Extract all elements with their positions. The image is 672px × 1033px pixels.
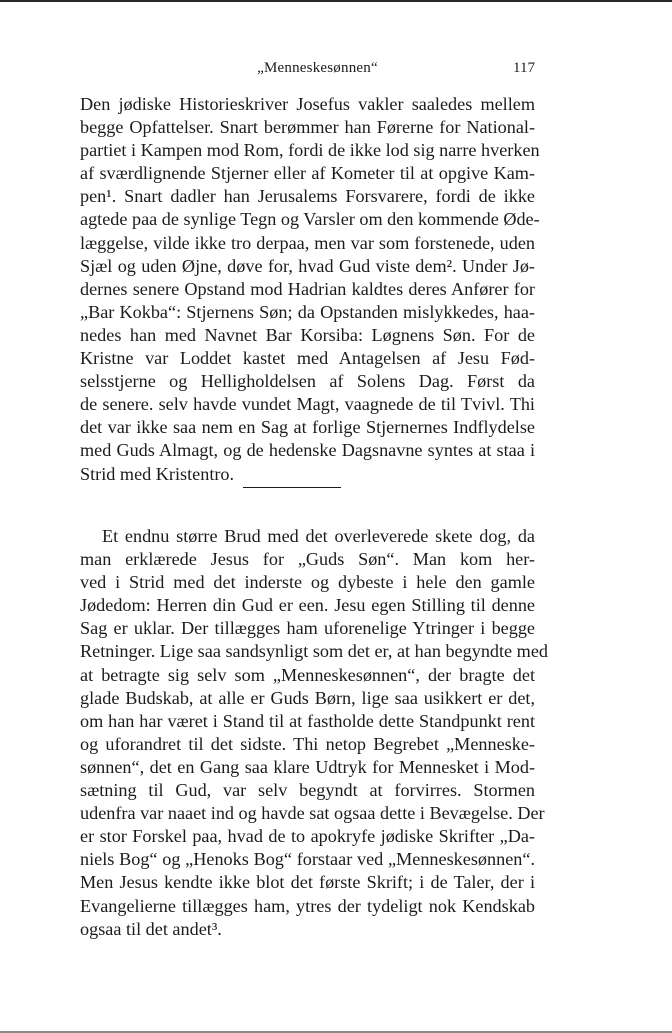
- text-line: Strid med Kristentro.: [80, 463, 235, 484]
- text-line: om han har været i Stand til at fastholde dette Standpunkt rent: [80, 710, 535, 731]
- text-line: „Bar Kokba“: Stjernens Søn; da Opstanden mislykkedes, haa-: [80, 301, 535, 322]
- running-title: „Menneskesønnen“: [257, 60, 378, 76]
- text-line: niels Bog“ og „Henoks Bog“ forstaar ved „Menneskesønnen“.: [80, 849, 535, 870]
- text-line: partiet i Kampen mod Rom, fordi de ikke lod sig narre hverken: [80, 140, 540, 161]
- text-line: man erklærede Jesus for „Guds Søn“. Man kom her-: [80, 549, 535, 570]
- text-line: nedes han med Navnet Bar Korsiba: Løgnens Søn. For de: [80, 324, 535, 345]
- text-line: selsstjerne og Helligholdelsen af Solens Dag. Først da: [80, 371, 535, 392]
- text-line: dernes senere Opstand mod Hadrian kaldtes deres Anfører for: [80, 278, 535, 299]
- text-line: sønnen“, det en Gang saa klare Udtryk for Mennesket i Mod-: [80, 756, 535, 777]
- paragraph-1: [80, 93, 540, 486]
- text-line: de senere. selv havde vundet Magt, vaagnede de til Tvivl. Thi: [80, 394, 535, 415]
- text-line: Jødedom: Herren din Gud er een. Jesu egen Stilling til denne: [80, 595, 535, 616]
- text-line: at betragte sig selv som „Menneskesønnen“, der bragte det: [80, 664, 535, 685]
- text-line: glade Budskab, at alle er Guds Børn, lige saa usikkert er det,: [80, 687, 535, 708]
- text-line: Evangelierne tillægges ham, ytres der tydeligt nok Kendskab: [80, 895, 535, 916]
- text-line: er stor Forskel paa, hvad de to apokryfe jødiske Skrifter „Da-: [80, 826, 535, 847]
- text-line: Men Jesus kendte ikke blot det første Skrift; i de Taler, der i: [80, 872, 535, 893]
- text-line: agtede paa de synlige Tegn og Varsler om den kommende Øde-: [80, 209, 540, 230]
- text-line: ved i Strid med det inderste og dybeste i hele den gamle: [80, 572, 535, 593]
- text-line: ogsaa til det andet³.: [80, 918, 222, 939]
- text-line: udenfra var naaet ind og havde sat ogsaa dette i Bevægelse. Der: [80, 803, 545, 824]
- text-line: Retninger. Lige saa sandsynligt som det er, at han begyndte med: [80, 641, 548, 662]
- text-line: Sag er uklar. Der tillægges ham uforenelige Ytringer i begge: [80, 618, 535, 639]
- text-line: det var ikke saa nem en Sag at forlige Stjernernes Indflydelse: [80, 417, 535, 438]
- text-line: Den jødiske Historieskriver Josefus vakler saaledes mellem: [80, 94, 535, 114]
- running-header: [100, 60, 535, 82]
- page-number: 117: [513, 60, 535, 76]
- text-line: Et endnu større Brud med det overleverede skete dog, da: [102, 526, 535, 546]
- text-line: pen¹. Snart dadler han Jerusalems Forsvarere, fordi de ikke: [80, 186, 535, 207]
- paragraph-2: [80, 525, 548, 941]
- section-divider: [243, 487, 341, 488]
- text-line: læggelse, vilde ikke tro derpaa, men var som forstenede, uden: [80, 232, 535, 253]
- text-line: Sjæl og uden Øjne, døve for, hvad Gud viste dem². Under Jø-: [80, 255, 535, 276]
- text-line: Kristne var Loddet kastet med Antagelsen af Jesu Fød-: [80, 348, 535, 369]
- text-line: med Guds Almagt, og de hedenske Dagsnavne syntes at staa i: [80, 440, 535, 461]
- text-line: og uforandret til det sidste. Thi netop Begrebet „Menneske-: [80, 733, 535, 754]
- text-line: sætning til Gud, var selv begyndt at forvirres. Stormen: [80, 780, 535, 801]
- text-line: begge Opfattelser. Snart berømmer han Førerne for National-: [80, 117, 535, 138]
- text-line: af sværdlignende Stjerner eller af Kometer til at opgive Kam-: [80, 163, 535, 184]
- page-top-edge: [0, 0, 672, 2]
